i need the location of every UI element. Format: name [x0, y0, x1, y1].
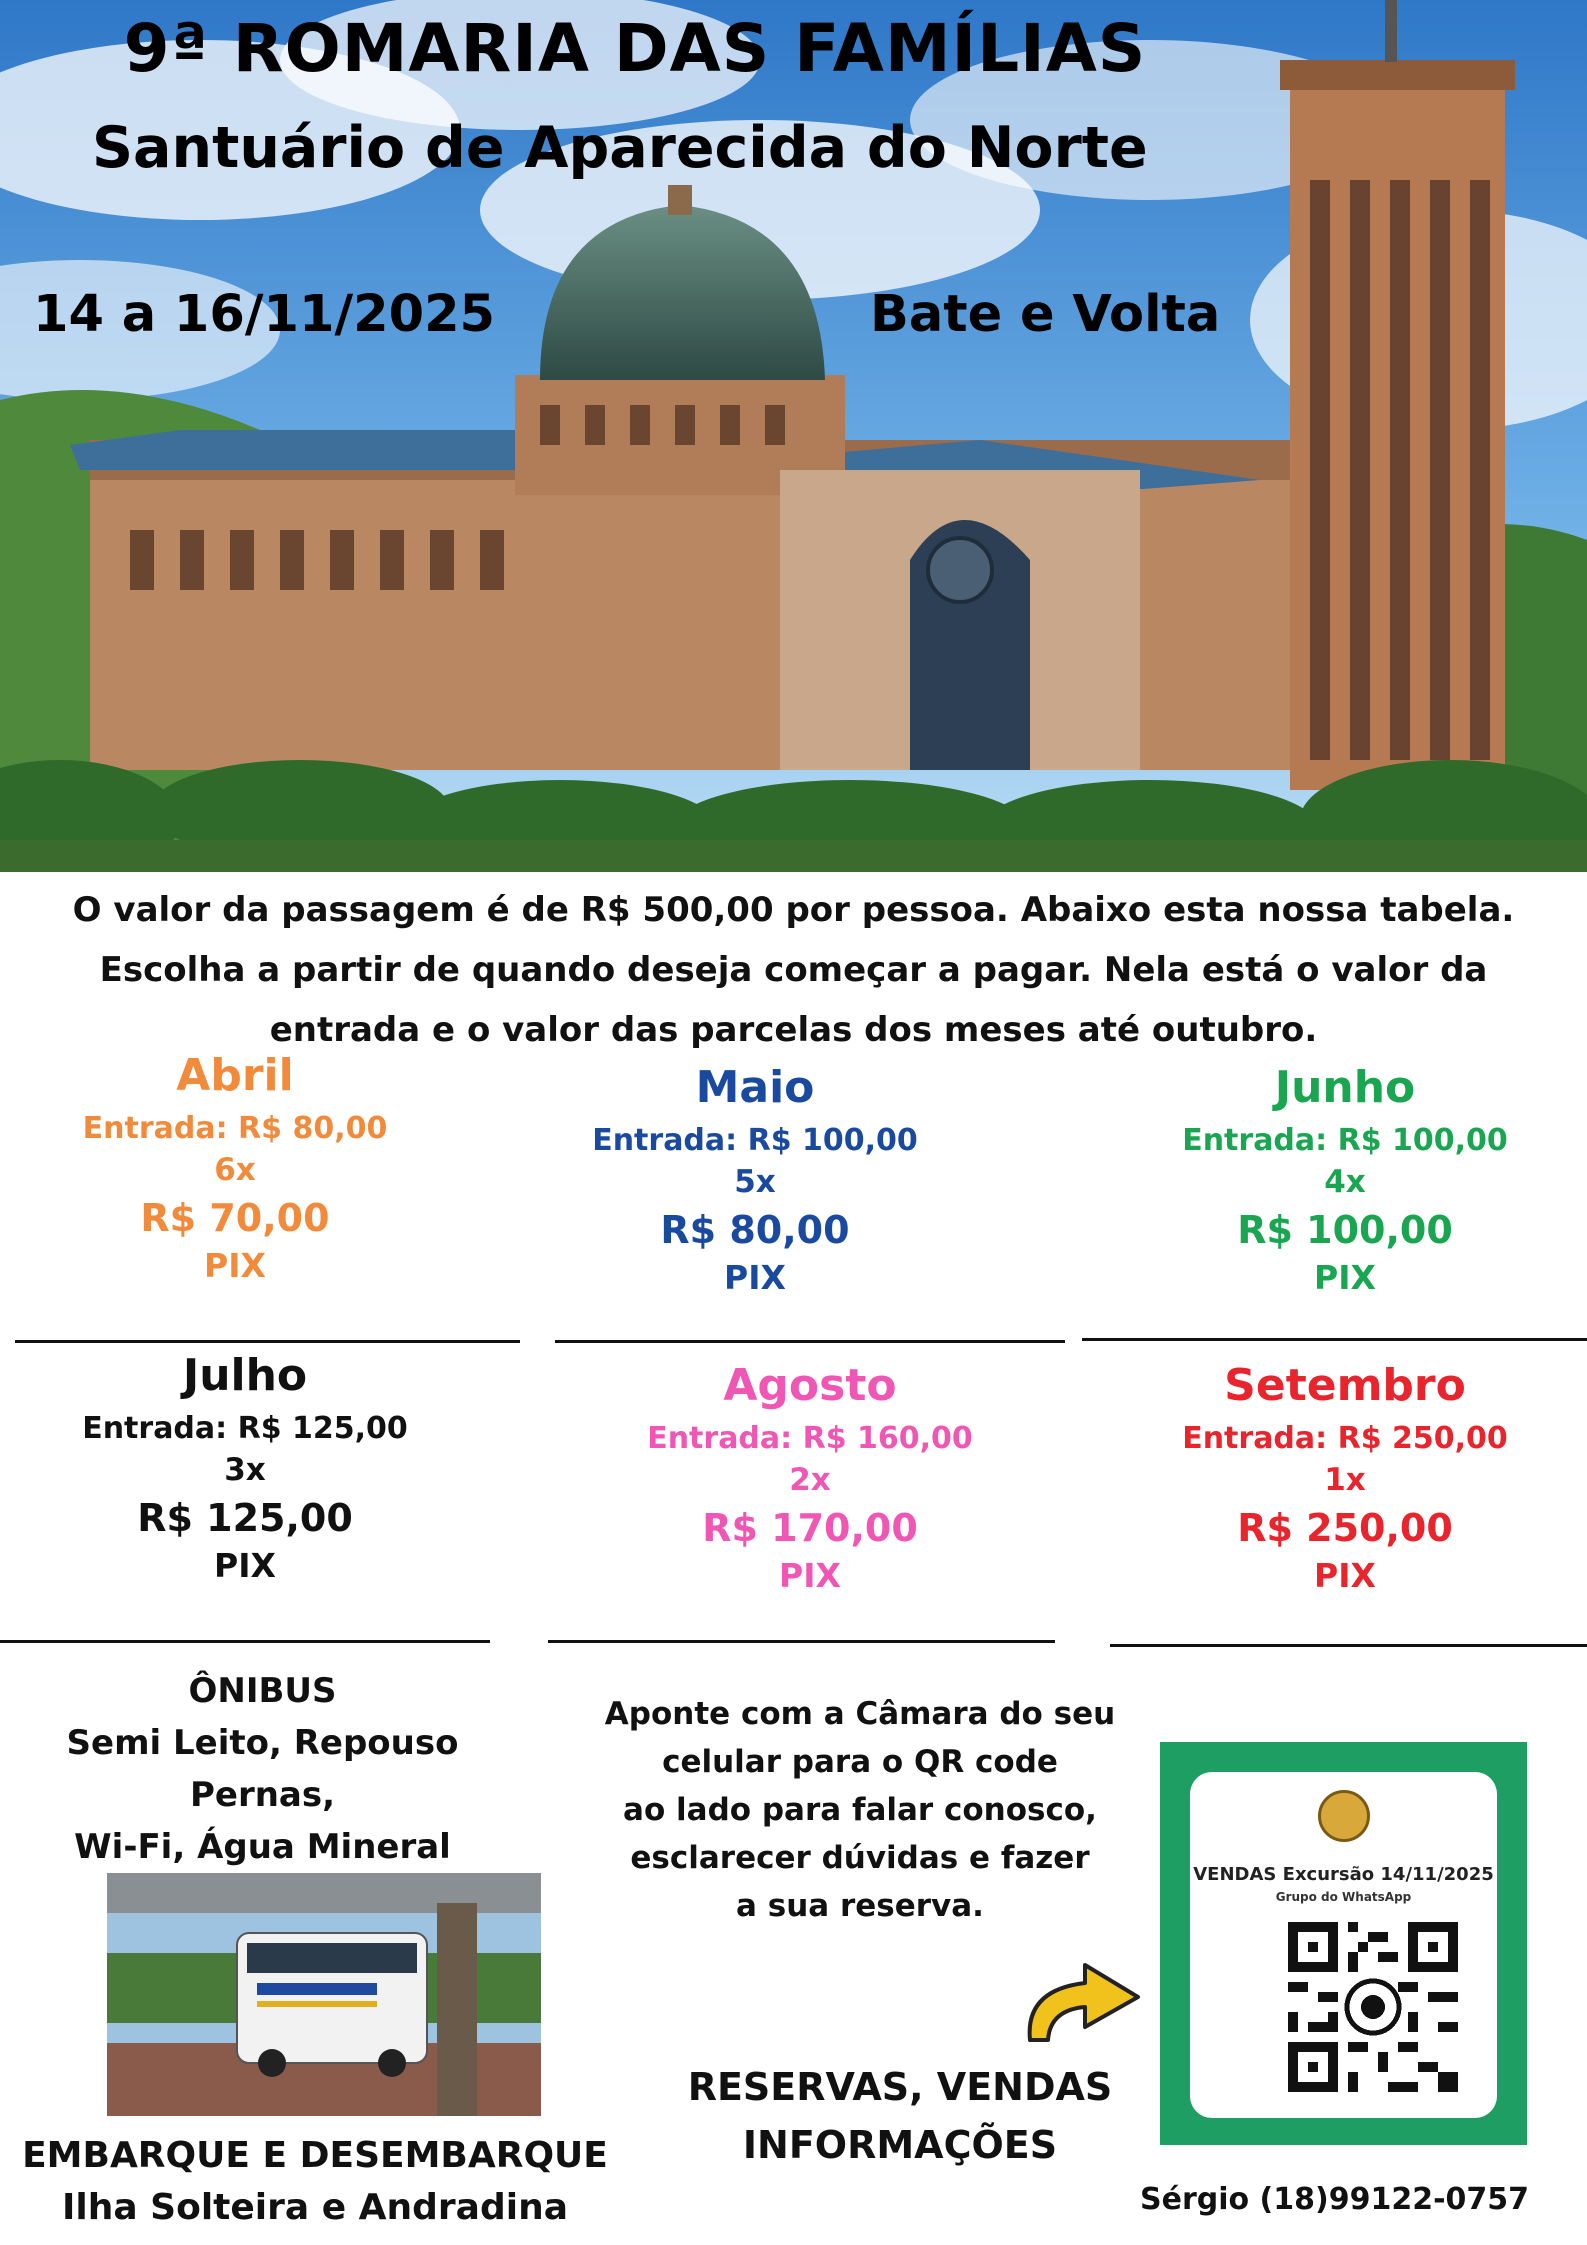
- plan-valor: R$ 125,00: [137, 1496, 353, 1540]
- plan-valor: R$ 170,00: [702, 1506, 918, 1550]
- divider: [1110, 1644, 1587, 1647]
- divider: [548, 1640, 1055, 1643]
- plan-valor: R$ 70,00: [140, 1196, 330, 1240]
- curved-arrow-icon: [1010, 1935, 1145, 2045]
- plan-card-setembro: [1110, 1360, 1580, 1595]
- plan-pagamento: PIX: [214, 1546, 276, 1585]
- qr-card[interactable]: [1160, 1742, 1527, 2145]
- event-title: 9ª ROMARIA DAS FAMÍLIAS: [123, 10, 1147, 87]
- intro-line: Escolha a partir de quando deseja começar a pagar. Nela está o valor da: [99, 950, 1488, 990]
- sanctuary-seal-icon: [1318, 1790, 1370, 1842]
- plan-month: Abril: [176, 1050, 294, 1101]
- plan-parcelas: 6x: [214, 1152, 256, 1188]
- plan-entrada: Entrada: R$ 250,00: [1182, 1421, 1508, 1456]
- plan-month: Maio: [695, 1062, 815, 1113]
- plan-entrada: Entrada: R$ 100,00: [1182, 1123, 1508, 1158]
- plan-card-abril: [0, 1050, 470, 1285]
- qr-line: celular para o QR code: [662, 1744, 1058, 1780]
- plan-parcelas: 1x: [1324, 1462, 1366, 1498]
- event-dates: 14 a 16/11/2025: [33, 285, 496, 344]
- bus-heading: ÔNIBUS: [188, 1671, 337, 1711]
- plan-pagamento: PIX: [779, 1556, 841, 1595]
- plan-month: Agosto: [723, 1360, 897, 1411]
- plan-card-junho: [1110, 1062, 1580, 1297]
- event-subtitle: Santuário de Aparecida do Norte: [92, 115, 1148, 181]
- divider: [1082, 1338, 1587, 1341]
- reserv-line: INFORMAÇÕES: [742, 2123, 1058, 2167]
- plan-pagamento: PIX: [724, 1258, 786, 1297]
- plan-month: Setembro: [1224, 1360, 1466, 1411]
- plan-valor: R$ 250,00: [1237, 1506, 1453, 1550]
- contact-phone[interactable]: Sérgio (18)99122-0757: [1140, 2182, 1530, 2217]
- plan-valor: R$ 100,00: [1237, 1208, 1453, 1252]
- divider: [15, 1340, 520, 1343]
- plan-entrada: Entrada: R$ 160,00: [647, 1421, 973, 1456]
- plan-month: Julho: [182, 1350, 308, 1401]
- bus-features: Wi-Fi, Água Mineral: [74, 1827, 451, 1867]
- plan-card-julho: [10, 1350, 480, 1585]
- qr-line: ao lado para falar conosco,: [623, 1792, 1097, 1828]
- qr-card-subtitle: Grupo do WhatsApp: [1275, 1890, 1412, 1904]
- embark-cities: Ilha Solteira e Andradina: [61, 2187, 569, 2228]
- plan-entrada: Entrada: R$ 100,00: [592, 1123, 918, 1158]
- trip-type: Bate e Volta: [870, 285, 1221, 344]
- hero-banner: [0, 0, 1587, 872]
- bus-info: [0, 1665, 525, 1873]
- intro-line: entrada e o valor das parcelas dos meses até outubro.: [269, 1010, 1318, 1050]
- plan-parcelas: 2x: [789, 1462, 831, 1498]
- bus-features: Semi Leito, Repouso Pernas,: [66, 1723, 459, 1815]
- plan-valor: R$ 80,00: [660, 1208, 850, 1252]
- qr-line: Aponte com a Câmara do seu: [604, 1696, 1116, 1732]
- plan-month: Junho: [1274, 1062, 1416, 1113]
- plan-entrada: Entrada: R$ 80,00: [82, 1111, 388, 1146]
- plan-parcelas: 5x: [734, 1164, 776, 1200]
- plan-card-maio: [520, 1062, 990, 1297]
- embark-heading: EMBARQUE E DESEMBARQUE: [22, 2135, 608, 2176]
- qr-code[interactable]: [1288, 1922, 1458, 2092]
- bus-photo: [107, 1873, 541, 2116]
- qr-card-title: VENDAS Excursão 14/11/2025: [1193, 1864, 1494, 1885]
- intro-line: O valor da passagem é de R$ 500,00 por pessoa. Abaixo esta nossa tabela.: [72, 890, 1515, 930]
- plan-pagamento: PIX: [1314, 1258, 1376, 1297]
- plan-card-agosto: [575, 1360, 1045, 1595]
- plan-pagamento: PIX: [1314, 1556, 1376, 1595]
- reserv-line: RESERVAS, VENDAS: [687, 2065, 1113, 2109]
- divider: [555, 1340, 1065, 1343]
- plan-entrada: Entrada: R$ 125,00: [82, 1411, 408, 1446]
- divider: [0, 1640, 490, 1643]
- qr-card-inner: [1190, 1772, 1497, 2118]
- embark-info: [0, 2130, 630, 2234]
- qr-instructions: [575, 1690, 1145, 1930]
- plan-parcelas: 4x: [1324, 1164, 1366, 1200]
- plan-pagamento: PIX: [204, 1246, 266, 1285]
- price-intro: [20, 880, 1567, 1060]
- reservations: [640, 2058, 1160, 2174]
- qr-line: a sua reserva.: [736, 1888, 984, 1924]
- plan-parcelas: 3x: [224, 1452, 266, 1488]
- qr-line: esclarecer dúvidas e fazer: [630, 1840, 1090, 1876]
